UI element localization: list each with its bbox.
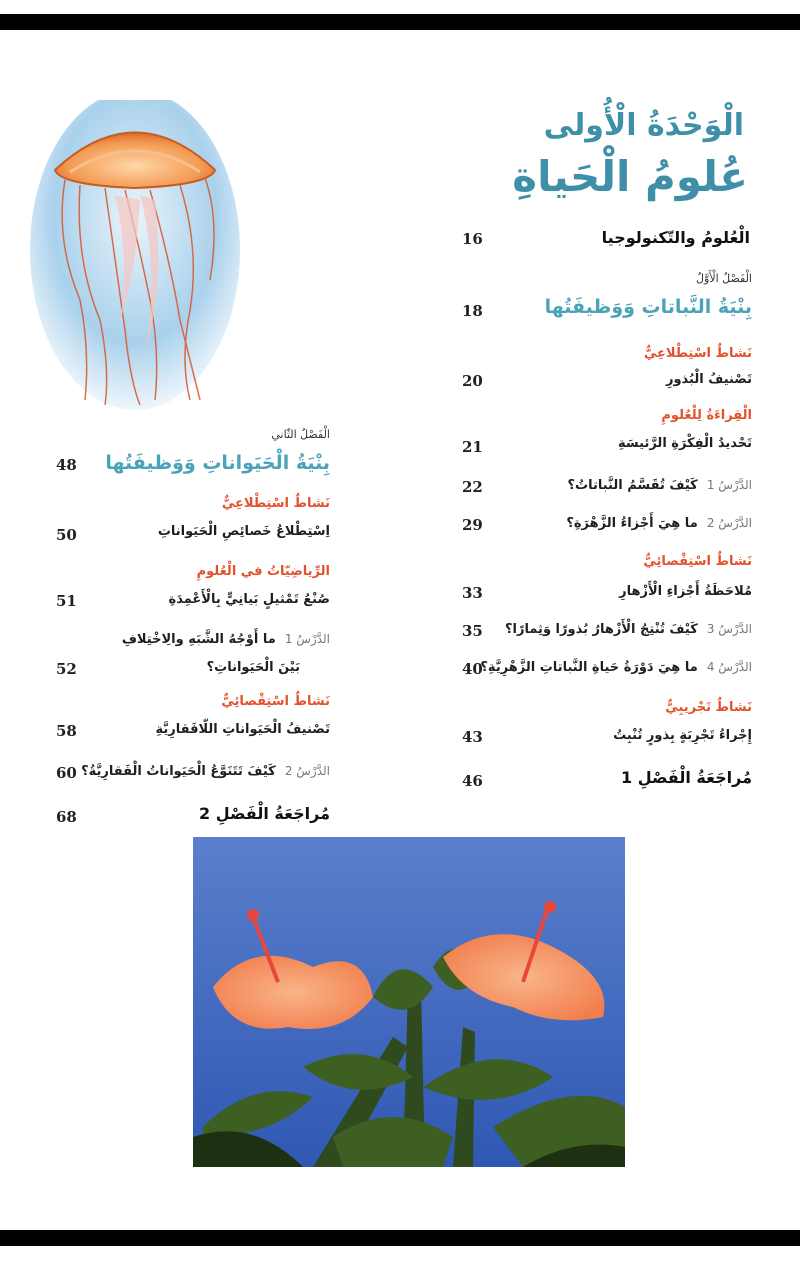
chapter2-explore-label: نَشاطٌ اسْتِطْلاعِيٌّ [221,496,330,511]
chapter2-explore-title[interactable]: اِسْتِطْلاعُ خَصائِصِ الْحَيَواناتِ [157,524,330,539]
lesson-label: الدَّرْسُ 2 [706,516,752,530]
chapter1-investigate-label: نَشاطٌ اسْتِقْصائِيٌّ [643,554,752,569]
chapter2-investigate-label: نَشاطٌ اسْتِقْصائِيٌّ [221,694,330,709]
chapter2-lesson2-page: 60 [56,764,77,782]
chapter2-title[interactable]: بِنْيَةُ الْحَيَواناتِ وَوَظيفَتُها [105,452,330,474]
chapter1-lesson1[interactable] [567,478,752,493]
chapter2-lesson2[interactable] [81,764,330,779]
lesson-title: كَيْفَ تُقَسَّمُ النَّباتاتُ؟ [567,478,698,493]
chapter1-lesson2-page: 29 [462,516,483,534]
chapter1-investigate-page: 33 [462,584,483,602]
chapter1-lesson3-page: 35 [462,622,483,640]
chapter1-experiment-title[interactable]: إِجْراءُ تَجْرِبَةٍ بِذورٍ تُنْبِتُ [613,728,752,743]
chapter1-explore-title[interactable]: تَصْنيفُ الْبُذورِ [665,372,752,387]
chapter2-investigate-page: 58 [56,722,77,740]
chapter1-lesson4[interactable] [480,660,752,675]
chapter1-reading-title[interactable]: تَحْديدُ الْفِكْرَةِ الرَّئيسَةِ [618,436,752,451]
chapter1-lesson1-page: 22 [462,478,483,496]
chapter2-explore-page: 50 [56,526,77,544]
bottom-black-bar [0,1230,800,1246]
lesson-label: الدَّرْسُ 2 [284,764,330,778]
chapter2-math-page: 51 [56,592,77,610]
lesson-title: ما هِيَ أَجْزاءُ الزَّهْرَةِ؟ [566,516,698,531]
chapter1-explore-label: نَشاطٌ اسْتِطْلاعِيٌّ [643,346,752,361]
chapter1-experiment-page: 43 [462,728,483,746]
top-black-bar [0,14,800,30]
lesson-title: كَيْفَ تَتَنَوَّعُ الْحَيَواناتُ الْفَقارِيَّةُ؟ [81,764,276,779]
intro-title[interactable]: الْعُلومُ والتّكنولوجيا [601,228,750,247]
lesson-title-line1: ما أَوْجُهُ الشَّبَهِ والِاخْتِلافِ [121,632,276,647]
chapter1-lesson3[interactable] [505,622,752,637]
chapter1-lesson4-page: 40 [462,660,483,678]
intro-page: 16 [462,230,483,248]
chapter1-lesson2[interactable] [566,516,752,531]
jellyfish-image [30,100,240,410]
chapter2-investigate-title[interactable]: تَصْنيفُ الْحَيَواناتِ اللّافَقارِيَّةِ [155,722,330,737]
hibiscus-flower-image [193,837,625,1167]
chapter1-investigate-title[interactable]: مُلاحَظَةُ أَجْزاءِ الْأَزْهارِ [619,584,752,599]
chapter2-page: 48 [56,456,77,474]
chapter2-math-label: الرِّياضِيّاتُ في الْعُلومِ [196,564,330,579]
chapter1-title[interactable]: بِنْيَةُ النَّباتاتِ وَوَظيفَتُها [544,296,752,318]
chapter1-label: الْفَصْلُ الْأَوَّلُ [696,272,752,285]
lesson-title: كَيْفَ تُنْتِجُ الْأَزْهارُ بُذورًا وَثِمارًا؟ [504,622,698,637]
unit-label: الْوَحْدَةُ الْأُولى [543,108,744,143]
unit-title: عُلومُ الْحَياةِ [512,152,748,201]
chapter2-math-title[interactable]: صُنْعُ تَمْثيلٍ بَيانِيٍّ بِالْأَعْمِدَةِ [168,592,330,607]
chapter1-review-page: 46 [462,772,483,790]
lesson-label: الدَّرْسُ 1 [706,478,752,492]
chapter1-reading-label: الْقِراءَةُ لِلْعُلومِ [661,408,752,423]
lesson-label: الدَّرْسُ 4 [706,660,752,674]
chapter2-label: الْفَصْلُ الثّاني [271,428,330,441]
chapter1-reading-page: 21 [462,438,483,456]
chapter2-lesson1-line2[interactable]: بَيْنَ الْحَيَواناتِ؟ [206,660,300,675]
chapter2-review-page: 68 [56,808,77,826]
chapter1-page: 18 [462,302,483,320]
chapter2-lesson1[interactable] [122,632,330,647]
chapter1-review[interactable]: مُراجَعَةُ الْفَصْلِ 1 [621,768,752,787]
chapter1-explore-page: 20 [462,372,483,390]
lesson-label: الدَّرْسُ 3 [706,622,752,636]
lesson-label: الدَّرْسُ 1 [284,632,330,646]
chapter2-review[interactable]: مُراجَعَةُ الْفَصْلِ 2 [199,804,330,823]
chapter1-experiment-label: نَشاطٌ تَجْريبِيٌّ [665,700,752,715]
lesson-title: ما هِيَ دَوْرَةُ حَياةِ النَّباتاتِ الزَّهْرِيَّةِ؟ [480,660,698,675]
chapter2-lesson1-page: 52 [56,660,77,678]
